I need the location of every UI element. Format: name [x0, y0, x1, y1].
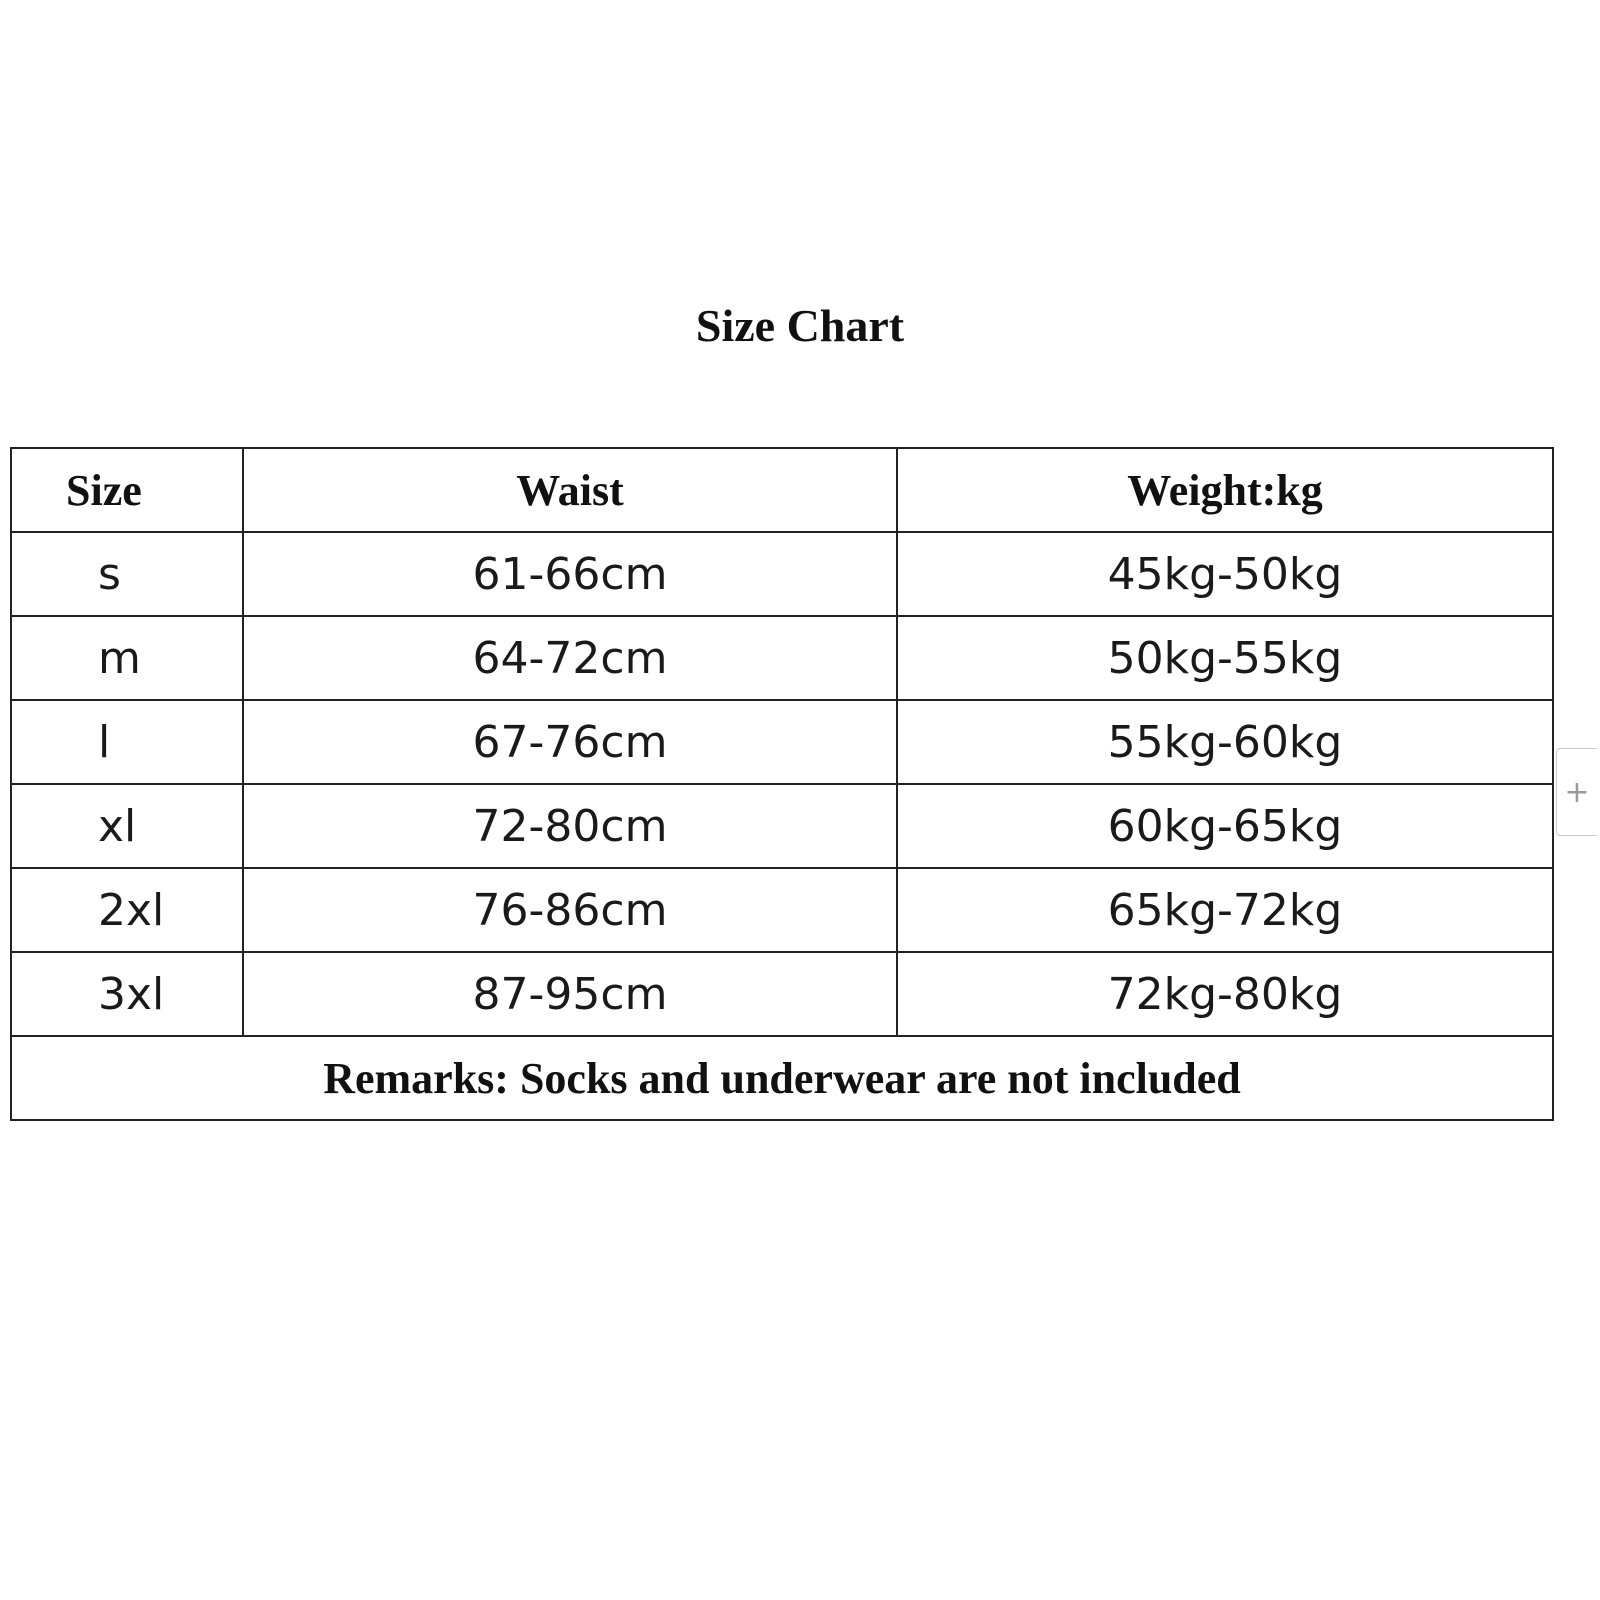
weight-cell: 60kg-65kg [897, 784, 1553, 868]
size-cell: m [11, 616, 243, 700]
header-waist: Waist [243, 448, 897, 532]
weight-cell: 72kg-80kg [897, 952, 1553, 1036]
add-row-button[interactable] [1556, 748, 1597, 836]
remarks-text: Remarks: Socks and underwear are not included [11, 1036, 1553, 1120]
table-row [11, 616, 1553, 700]
header-size: Size [11, 448, 243, 532]
waist-cell: 76-86cm [243, 868, 897, 952]
waist-cell: 72-80cm [243, 784, 897, 868]
table-row [11, 952, 1553, 1036]
size-cell: 3xl [11, 952, 243, 1036]
table-row [11, 784, 1553, 868]
size-cell: s [11, 532, 243, 616]
table-row [11, 532, 1553, 616]
header-weight: Weight:kg [897, 448, 1553, 532]
size-chart-table [10, 447, 1554, 1121]
table-row [11, 700, 1553, 784]
table-header-row [11, 448, 1553, 532]
waist-cell: 64-72cm [243, 616, 897, 700]
size-cell: xl [11, 784, 243, 868]
size-cell: l [11, 700, 243, 784]
page-title: Size Chart [695, 300, 905, 351]
waist-cell: 87-95cm [243, 952, 897, 1036]
remarks-row [11, 1036, 1553, 1120]
weight-cell: 45kg-50kg [897, 532, 1553, 616]
plus-icon: + [1564, 774, 1590, 810]
waist-cell: 67-76cm [243, 700, 897, 784]
size-cell: 2xl [11, 868, 243, 952]
weight-cell: 65kg-72kg [897, 868, 1553, 952]
weight-cell: 55kg-60kg [897, 700, 1553, 784]
weight-cell: 50kg-55kg [897, 616, 1553, 700]
waist-cell: 61-66cm [243, 532, 897, 616]
table-row [11, 868, 1553, 952]
